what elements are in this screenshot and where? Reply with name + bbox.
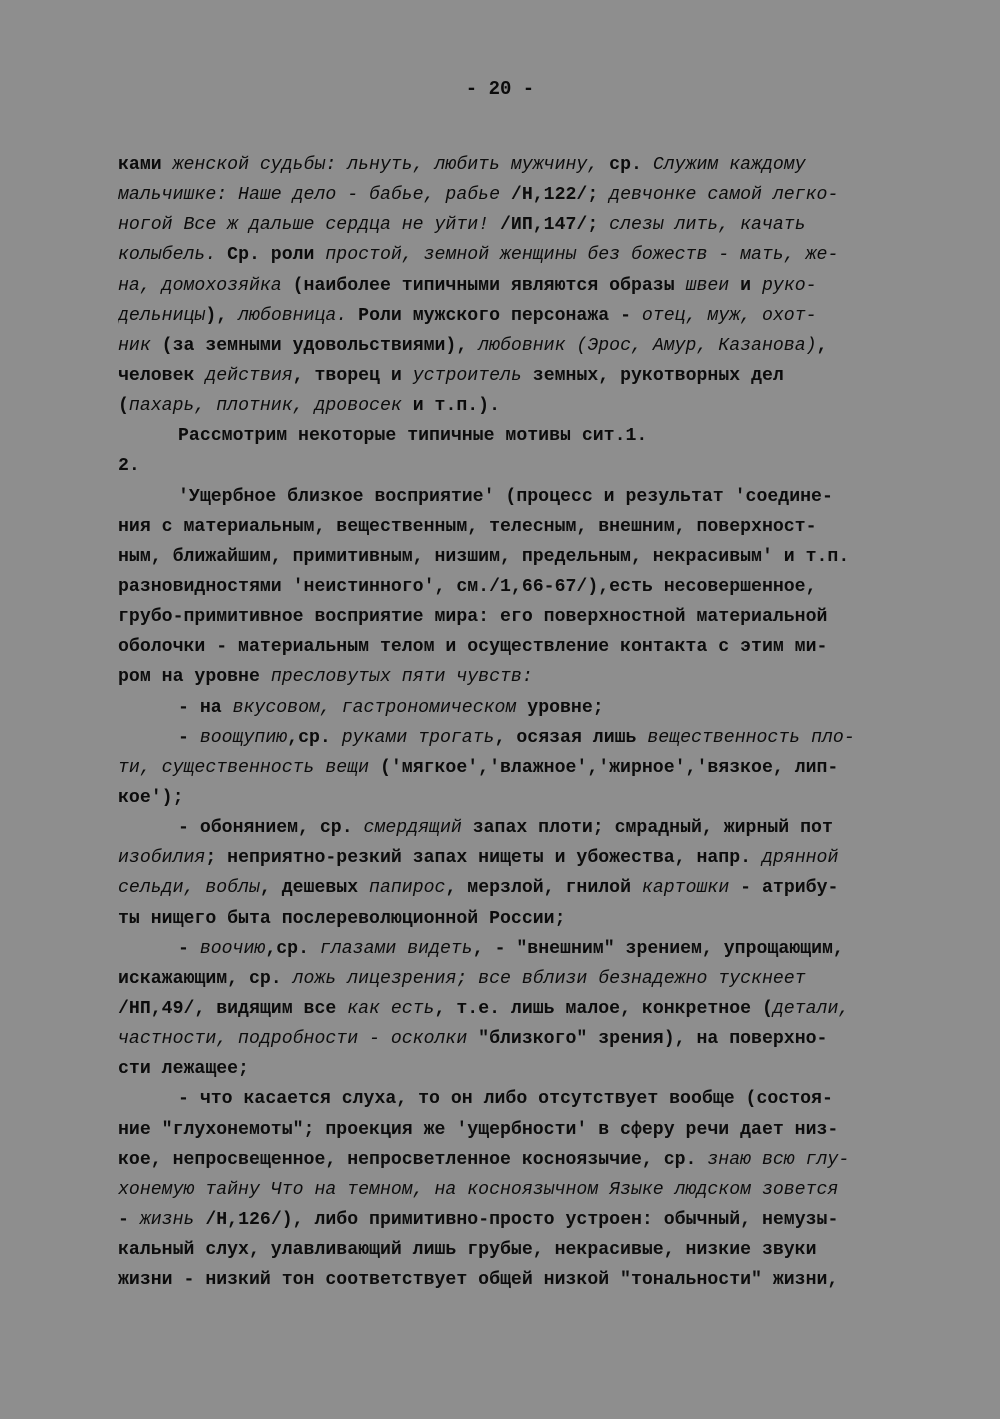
text-line — [118, 572, 928, 602]
text-segment: "близкого" зрения), на поверхно- — [467, 1029, 828, 1050]
text-line — [118, 964, 928, 994]
italic-text: Служим каждому — [652, 155, 806, 175]
italic-text: пахарь, плотник, дровосек — [128, 396, 402, 417]
text-line — [118, 331, 928, 361]
italic-text: женской судьбы: льнуть, любить мужчину, — [172, 155, 599, 175]
text-line — [118, 1145, 928, 1175]
italic-text: частности, подробности - осколки — [118, 1029, 468, 1050]
text-segment: ('мягкое','влажное','жирное','вязкое, лип- — [369, 757, 839, 778]
text-line — [118, 602, 928, 632]
text-line — [118, 783, 928, 813]
text-line — [118, 904, 928, 934]
text-segment: , осязая лишь — [494, 727, 648, 748]
italic-text: хонемую тайну Что на темном, на косноязычном Языке людском зовется — [118, 1179, 839, 1200]
italic-text: любовница. — [238, 305, 348, 326]
text-segment: - — [118, 1209, 140, 1230]
text-line — [118, 180, 928, 210]
text-line — [118, 994, 928, 1024]
text-line — [118, 723, 928, 753]
italic-text: швеи — [685, 275, 730, 296]
text-segment: ния с материальным, вещественным, телесным, внешним, поверхност- — [118, 516, 817, 537]
text-line — [118, 1235, 928, 1265]
text-segment: ты нищего быта послереволюционной России; — [118, 908, 566, 929]
text-line — [118, 391, 928, 421]
text-segment: - — [178, 938, 200, 959]
text-line — [118, 632, 928, 662]
text-line — [118, 753, 928, 783]
italic-text: изобилия — [118, 848, 206, 869]
italic-text: ти, существенность вещи — [118, 757, 370, 778]
italic-text: устроитель — [412, 365, 522, 386]
text-segment: , — [816, 335, 828, 356]
text-line — [118, 421, 928, 451]
text-segment: ср. — [598, 155, 653, 175]
italic-text: руко- — [761, 275, 817, 296]
text-segment: 'Ущербное близкое восприятие' (процесс и результат 'соедине- — [178, 486, 833, 507]
text-segment: /НП,49/, видящим все — [118, 998, 348, 1019]
text-segment: Роли мужского персонажа - — [347, 305, 642, 326]
text-segment: сти лежащее; — [118, 1059, 249, 1080]
italic-text: воочию — [199, 938, 266, 959]
text-segment: , творец и — [292, 365, 413, 386]
text-segment: , - "внешним" зрением, упрощающим, — [472, 938, 844, 959]
italic-text: простой, земной женщины без божеств - мать, же- — [325, 245, 839, 266]
italic-text: ногой Все ж дальше сердца не уйти! — [118, 215, 490, 236]
text-segment: ным, ближайшим, примитивным, низшим, предельным, некрасивым' и т.п. — [118, 546, 850, 567]
italic-text: детали, — [772, 998, 850, 1019]
text-segment: , мерзлой, гнилой — [445, 878, 642, 899]
text-segment: /Н,126/), либо примитивно-просто устроен: обычный, немузы- — [194, 1209, 839, 1230]
text-segment: грубо-примитивное восприятие мира: его поверхностной материальной — [118, 607, 828, 628]
italic-text: действия — [205, 365, 293, 386]
text-line — [118, 693, 928, 723]
text-segment: 2. — [118, 456, 140, 477]
text-line — [118, 361, 928, 391]
text-segment: ,ср. — [287, 727, 342, 748]
text-line — [118, 240, 928, 270]
text-line — [118, 542, 928, 572]
italic-text: любовник (Эрос, Амур, Казанова) — [478, 335, 817, 356]
text-segment: и — [729, 275, 762, 296]
italic-text: дельницы — [118, 305, 206, 326]
text-line — [118, 210, 928, 240]
text-segment: /ИП,147/; — [489, 215, 610, 236]
text-line — [118, 843, 928, 873]
text-line — [118, 1205, 928, 1235]
italic-text: знаю всю глу- — [707, 1149, 850, 1170]
body-text — [118, 150, 928, 1295]
italic-text: девчонке самой легко- — [609, 185, 839, 206]
text-line — [118, 813, 928, 843]
italic-text: глазами видеть — [319, 938, 473, 959]
text-line — [118, 1265, 928, 1295]
text-segment: жизни - низкий тон соответствует общей низкой "тональности" жизни, — [118, 1270, 839, 1291]
text-line — [118, 482, 928, 512]
text-line — [118, 150, 928, 180]
text-segment: /Н,122/; — [500, 185, 610, 206]
text-segment: разновидностями 'неистинного', см./1,66-67/),есть несовершенное, — [118, 576, 817, 597]
text-segment: ,ср. — [265, 938, 320, 959]
text-line — [118, 873, 928, 903]
text-segment: уровне; — [516, 697, 604, 718]
text-segment: - — [178, 727, 200, 748]
text-segment: кое, непросвещенное, непросветленное косноязычие, ср. — [118, 1149, 708, 1170]
text-line — [118, 1024, 928, 1054]
italic-text: дрянной — [761, 848, 839, 869]
text-line — [118, 1115, 928, 1145]
text-segment: (за земными удовольствиями), — [150, 335, 479, 356]
text-segment: человек — [118, 365, 206, 386]
text-line — [118, 1054, 928, 1084]
italic-text: ник — [118, 335, 151, 356]
text-segment: оболочки - материальным телом и осуществление контакта с этим ми- — [118, 637, 828, 658]
text-segment: кальный слух, улавливающий лишь грубые, некрасивые, низкие звуки — [118, 1240, 817, 1261]
text-line — [118, 271, 928, 301]
italic-text: смердящий — [363, 818, 462, 839]
text-line — [118, 1175, 928, 1205]
text-segment: ; неприятно-резкий запах нищеты и убожества, напр. — [205, 848, 762, 869]
italic-text: картошки — [641, 878, 730, 899]
italic-text: вещественность пло- — [647, 727, 855, 748]
italic-text: пресловутых пяти чувств: — [270, 667, 533, 688]
italic-text: жизнь — [139, 1209, 195, 1230]
text-line — [118, 934, 928, 964]
text-segment: - что касается слуха, то он либо отсутствует вообще (состоя- — [178, 1089, 833, 1110]
text-segment: - на — [178, 697, 233, 718]
text-segment: (наиболее типичными являются образы — [281, 275, 686, 296]
page-number: - 20 - — [465, 78, 535, 100]
text-segment: ( — [118, 396, 129, 417]
text-segment: Ср. роли — [216, 245, 326, 266]
text-segment: и т.п.). — [401, 396, 501, 417]
text-line — [118, 662, 928, 692]
italic-text: колыбель. — [118, 245, 217, 266]
italic-text: ложь лицезрения; все вблизи безнадежно тускнеет — [292, 968, 806, 989]
text-segment: искажающим, ср. — [118, 968, 293, 989]
text-segment: ками — [118, 155, 173, 175]
italic-text: на, домохозяйка — [118, 275, 282, 296]
text-segment: , дешевых — [259, 878, 370, 899]
italic-text: отец, муж, охот- — [641, 305, 817, 326]
italic-text: как есть — [347, 998, 435, 1019]
text-segment: кое'); — [118, 787, 184, 808]
italic-text: мальчишке: Наше дело - бабье, рабье — [118, 185, 500, 206]
text-segment: Рассмотрим некоторые типичные мотивы сит.1. — [178, 426, 648, 447]
text-segment: запах плоти; смрадный, жирный пот — [461, 818, 833, 839]
text-segment: , т.е. лишь малое, конкретное ( — [434, 998, 773, 1019]
text-segment: ние "глухонемоты"; проекция же 'ущербности' в сферу речи дает низ- — [118, 1119, 839, 1140]
text-segment: ром на уровне — [118, 667, 271, 688]
italic-text: руками трогать — [341, 727, 495, 748]
text-line — [118, 301, 928, 331]
italic-text: слезы лить, качать — [609, 215, 806, 236]
text-segment: - атрибу- — [729, 878, 839, 899]
text-line — [118, 512, 928, 542]
text-line — [118, 451, 928, 481]
italic-text: сельди, воблы — [118, 878, 260, 899]
text-line — [118, 1084, 928, 1114]
text-segment: - обонянием, ср. — [178, 818, 364, 839]
italic-text: папирос — [369, 878, 446, 899]
text-segment: земных, рукотворных дел — [521, 365, 784, 386]
italic-text: воощупию — [199, 727, 288, 748]
text-segment: ), — [205, 305, 239, 326]
italic-text: вкусовом, гастрономическом — [232, 697, 517, 718]
